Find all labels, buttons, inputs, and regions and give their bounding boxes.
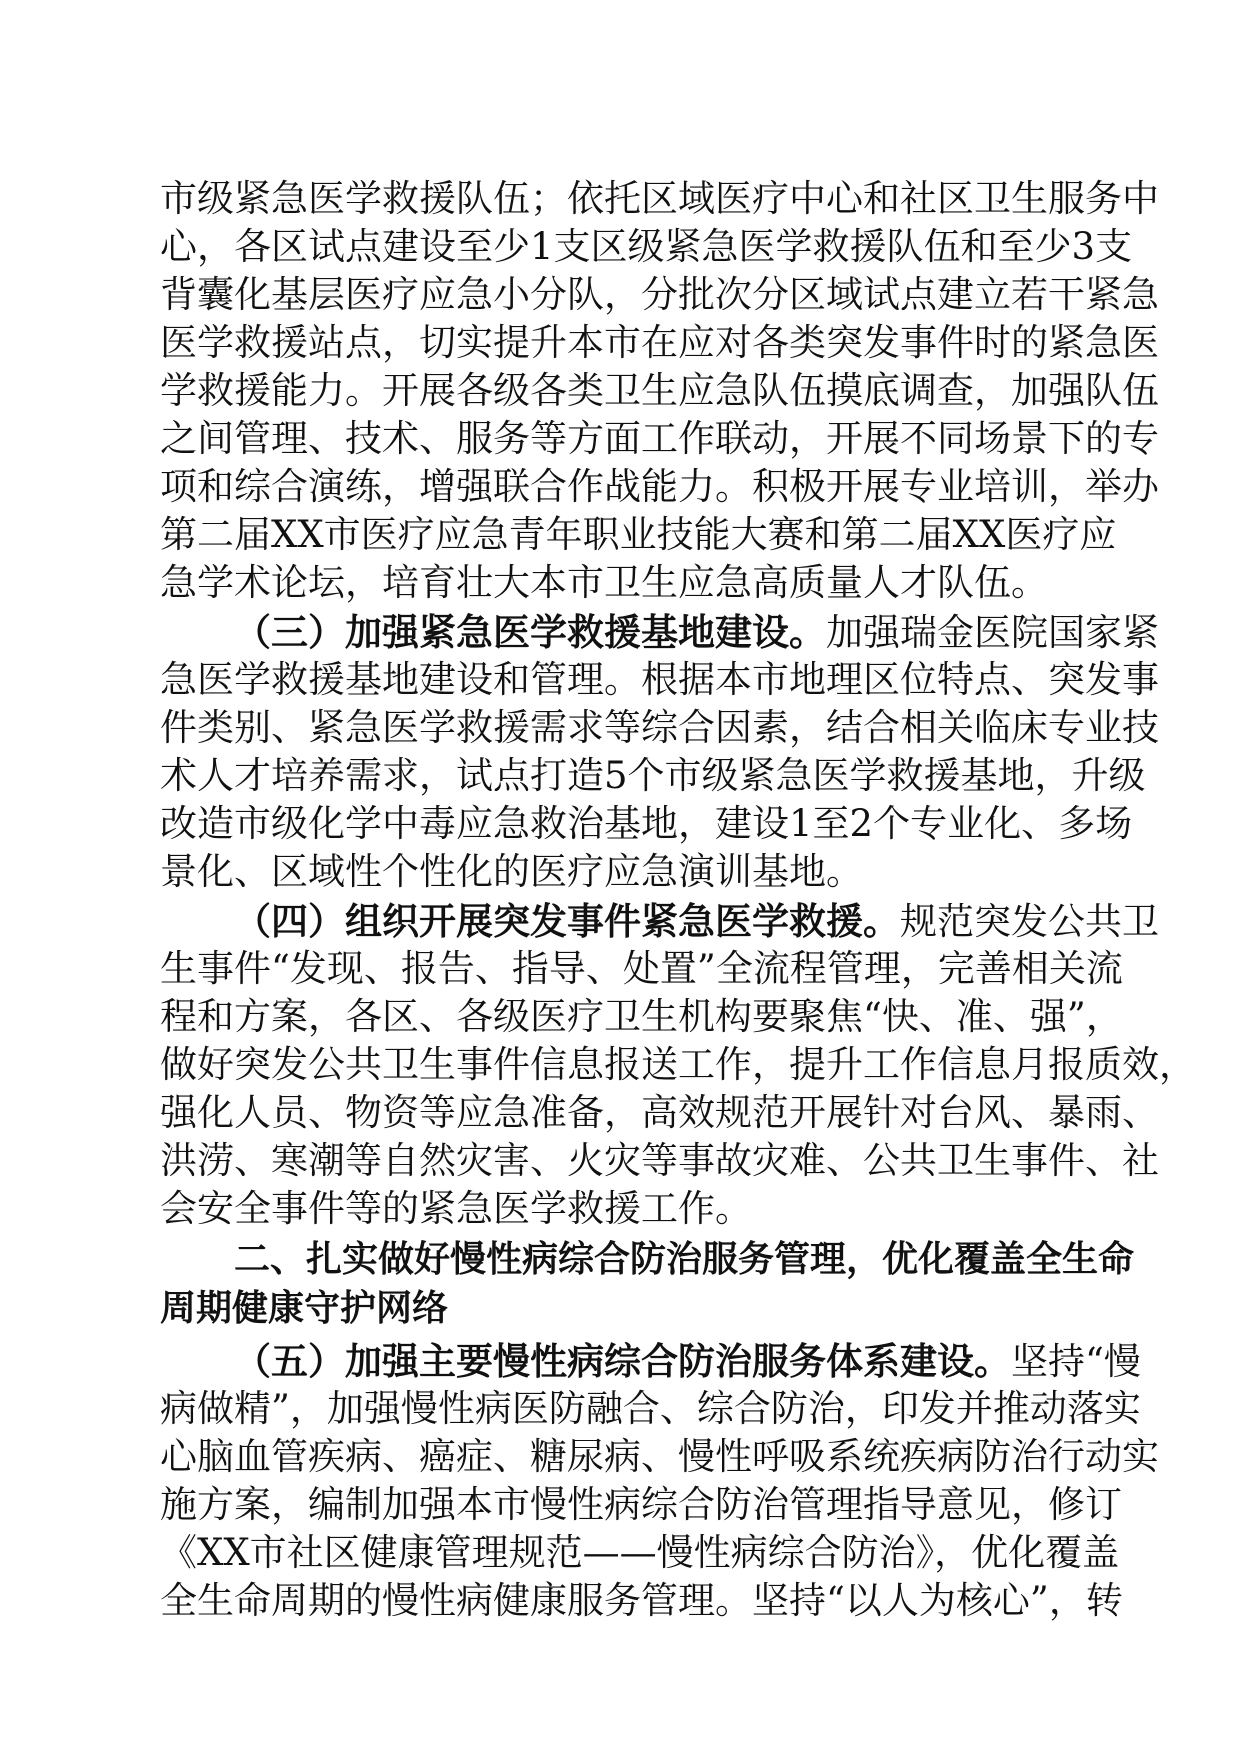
paragraph-line: 强化人员、物资等应急准备，高效规范开展针对台风、暴雨、 — [160, 1091, 1159, 1134]
section-3-first-line — [234, 608, 1159, 656]
paragraph-line: 学救援能力。开展各级各类卫生应急队伍摸底调查，加强队伍 — [160, 369, 1159, 412]
paragraph-line: 《XX市社区健康管理规范——慢性病综合防治》，优化覆盖 — [160, 1531, 1120, 1574]
paragraph-line: 市级紧急医学救援队伍；依托区域医疗中心和社区卫生服务中 — [160, 177, 1159, 220]
paragraph-line: 心，各区试点建设至少1支区级紧急医学救援队伍和至少3支 — [160, 225, 1133, 268]
paragraph-line: 会安全事件等的紧急医学救援工作。 — [160, 1187, 752, 1230]
paragraph-line: 生事件“发现、报告、指导、处置”全流程管理，完善相关流 — [160, 947, 1123, 990]
paragraph-line: 改造市级化学中毒应急救治基地，建设1至2个专业化、多场 — [160, 802, 1133, 845]
paragraph-line: 急学术论坛，培育壮大本市卫生应急高质量人才队伍。 — [160, 561, 1048, 604]
paragraph-line: 第二届XX市医疗应急青年职业技能大赛和第二届XX医疗应 — [160, 513, 1117, 556]
section-4-title: （四）组织开展突发事件紧急医学救援。 — [234, 899, 900, 943]
section-5-first-line-text: 坚持“慢 — [1011, 1340, 1141, 1383]
paragraph-line: 之间管理、技术、服务等方面工作联动，开展不同场景下的专 — [160, 417, 1159, 460]
paragraph-line: 项和综合演练，增强联合作战能力。积极开展专业培训，举办 — [160, 465, 1159, 508]
paragraph-line: 医学救援站点，切实提升本市在应对各类突发事件时的紧急医 — [160, 321, 1159, 364]
section-heading-2: 二、扎实做好慢性病综合防治服务管理，优化覆盖全生命 — [234, 1239, 1135, 1280]
paragraph-line: 景化、区域性个性化的医疗应急演训基地。 — [160, 850, 863, 893]
paragraph-line: 洪涝、寒潮等自然灾害、火灾等事故灾难、公共卫生事件、社 — [160, 1139, 1159, 1182]
paragraph-line: 全生命周期的慢性病健康服务管理。坚持“以人为核心”，转 — [160, 1579, 1123, 1622]
section-4-first-line-text: 规范突发公共卫 — [900, 900, 1159, 943]
paragraph-line: 件类别、紧急医学救援需求等综合因素，结合相关临床专业技 — [160, 706, 1159, 749]
paragraph-line: 施方案，编制加强本市慢性病综合防治管理指导意见，修订 — [160, 1483, 1122, 1526]
section-3-title: （三）加强紧急医学救援基地建设。 — [234, 610, 826, 654]
section-4-first-line — [234, 897, 1159, 945]
paragraph-line: 做好突发公共卫生事件信息报送工作，提升工作信息月报质效， — [160, 1043, 1196, 1086]
paragraph-line: 病做精”，加强慢性病医防融合、综合防治，印发并推动落实 — [160, 1387, 1141, 1430]
section-5-title: （五）加强主要慢性病综合防治服务体系建设。 — [234, 1339, 1011, 1383]
paragraph-line: 背囊化基层医疗应急小分队，分批次分区域试点建立若干紧急 — [160, 273, 1159, 316]
paragraph-line: 程和方案，各区、各级医疗卫生机构要聚焦“快、准、强”， — [160, 995, 1123, 1038]
paragraph-line: 心脑血管疾病、癌症、糖尿病、慢性呼吸系统疾病防治行动实 — [160, 1435, 1159, 1478]
section-3-first-line-text: 加强瑞金医院国家紧 — [826, 611, 1159, 654]
paragraph-line: 术人才培养需求，试点打造5个市级紧急医学救援基地，升级 — [160, 754, 1146, 797]
section-5-first-line — [234, 1337, 1141, 1385]
paragraph-line: 急医学救援基地建设和管理。根据本市地理区位特点、突发事 — [160, 658, 1159, 701]
section-heading-2-cont: 周期健康守护网络 — [160, 1288, 449, 1329]
